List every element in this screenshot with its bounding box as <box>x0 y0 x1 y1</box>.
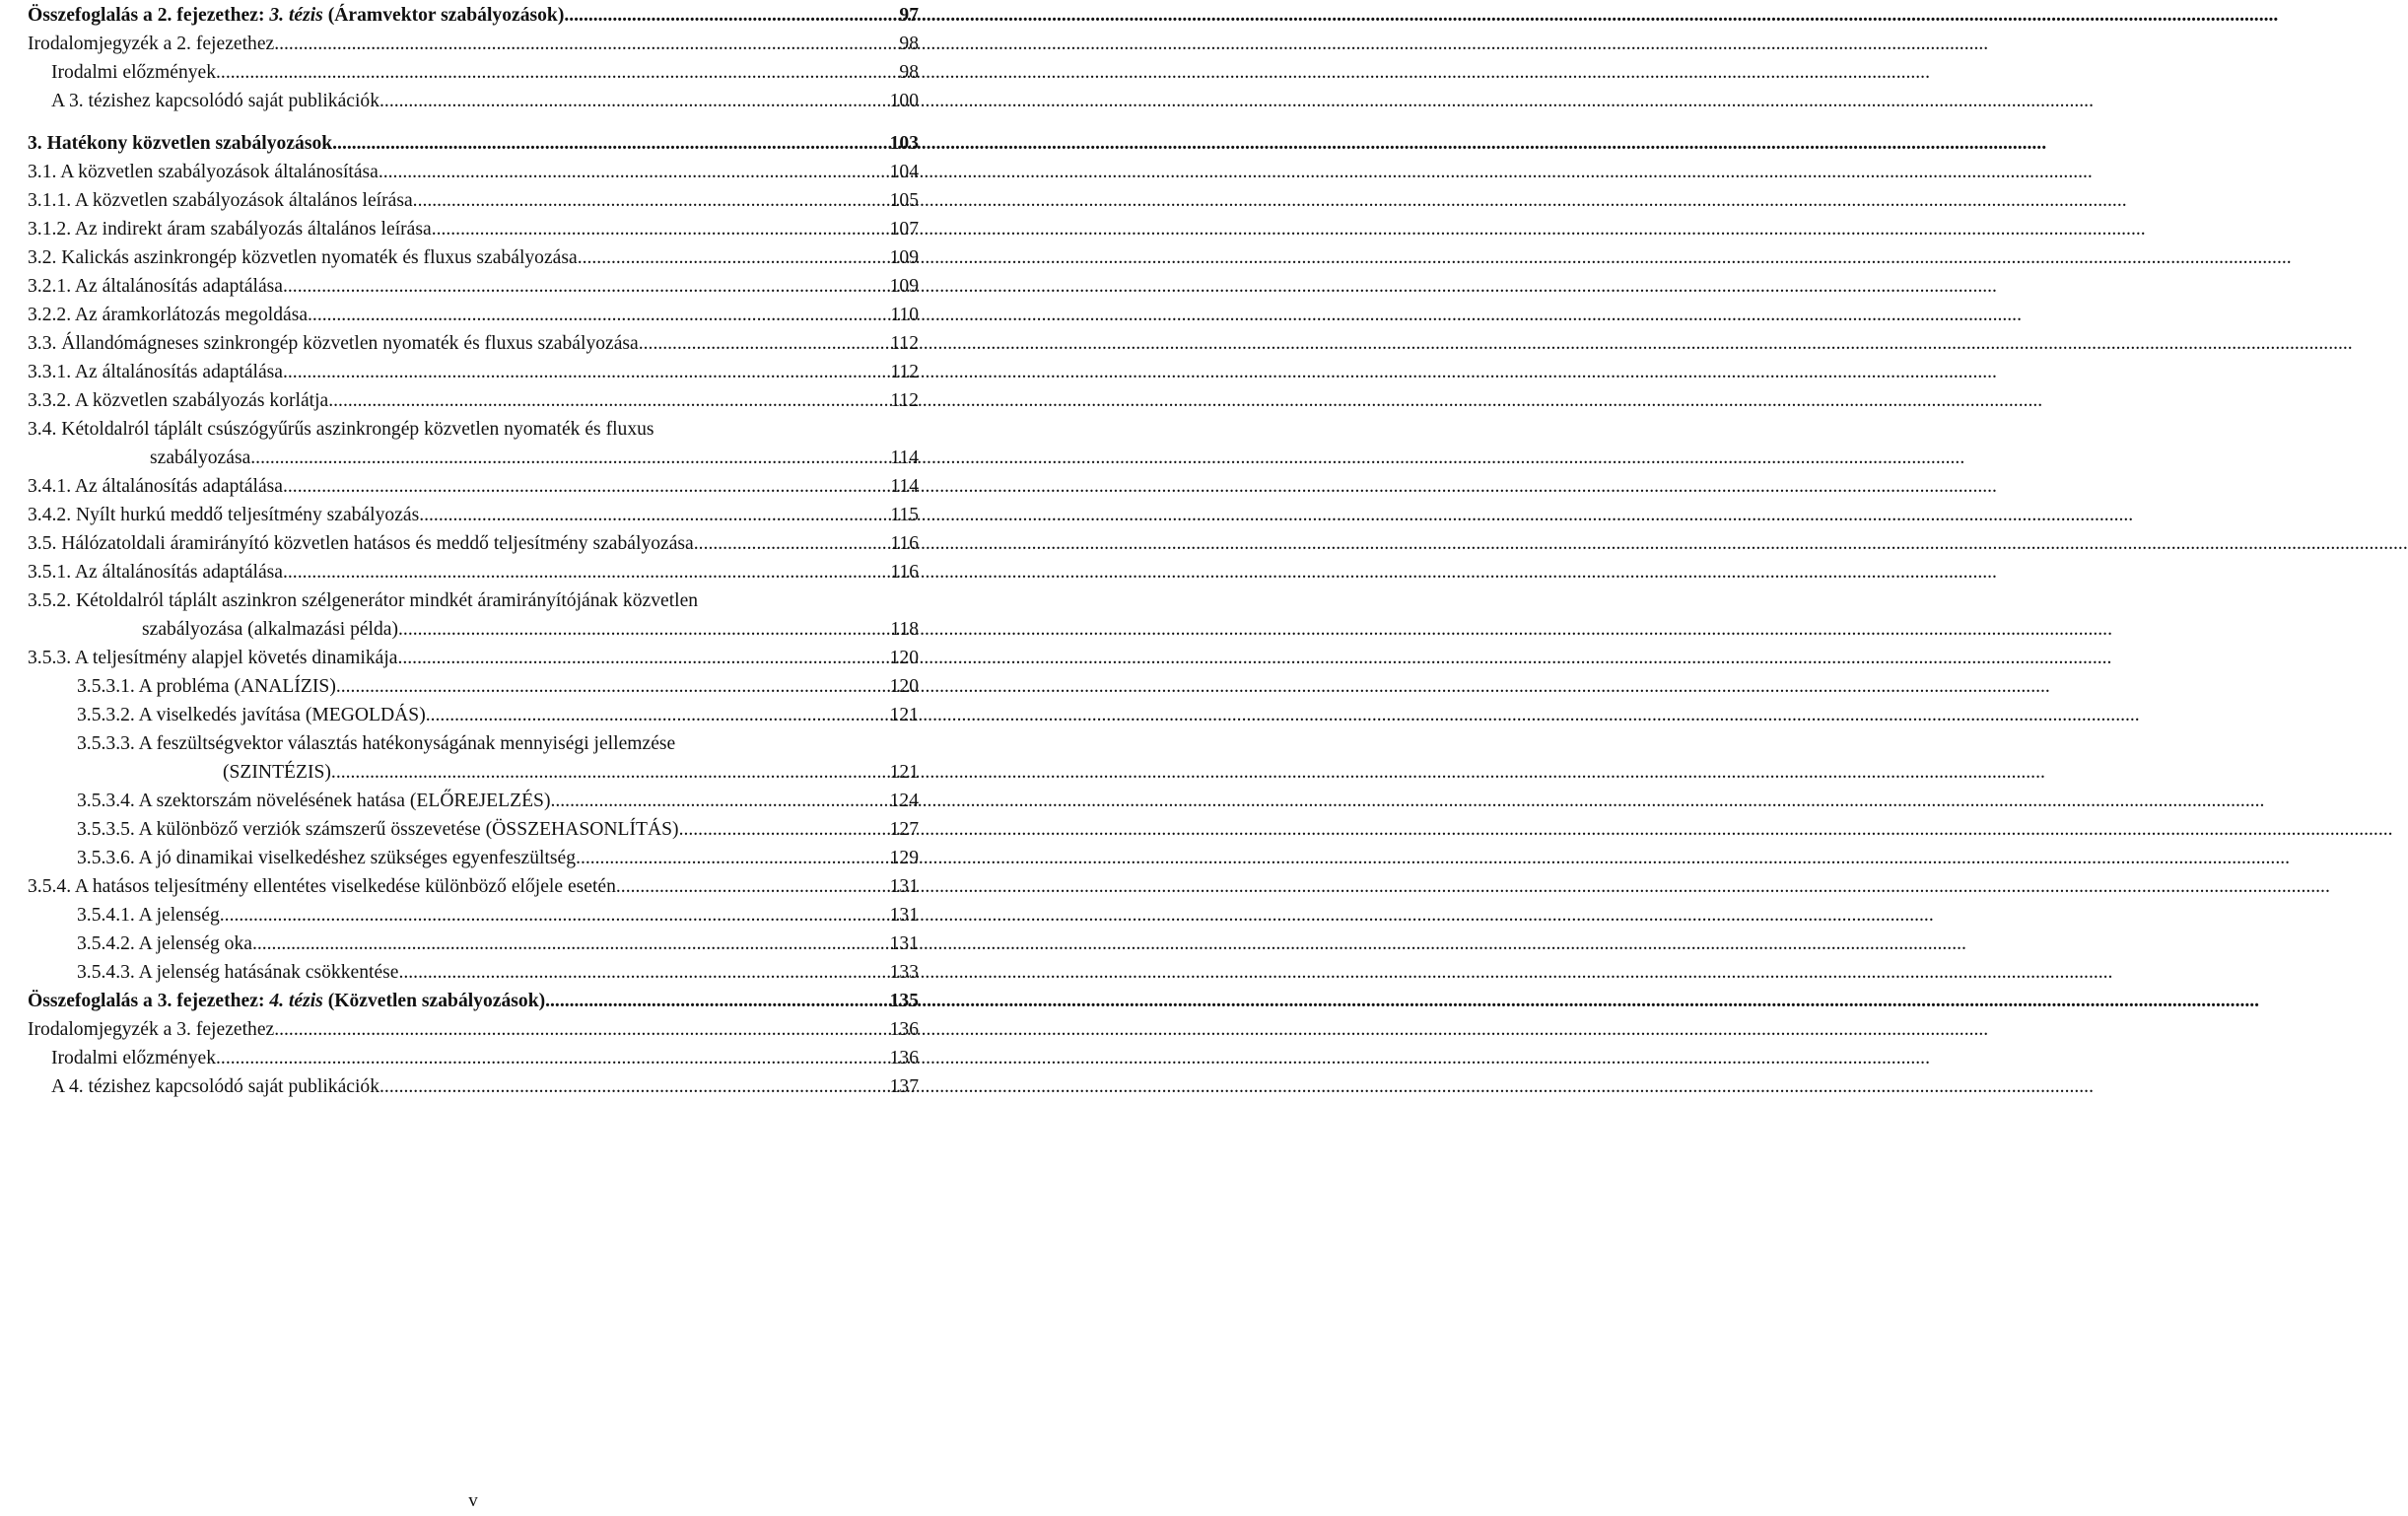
toc-entry-title: 3.5.3.6. A jó dinamikai viselkedéshez szükséges egyenfeszültség <box>77 848 577 868</box>
toc-page-number: 110 <box>890 305 919 325</box>
toc-entry[interactable] <box>51 1072 919 1101</box>
toc-entry-title: 3.5.3.1. A probléma (ANALÍZIS) <box>77 676 336 697</box>
dot-leader <box>426 701 889 729</box>
dot-leader <box>220 901 889 930</box>
toc-entry[interactable] <box>28 386 919 415</box>
dot-leader <box>397 644 888 672</box>
dot-leader <box>379 1072 889 1101</box>
toc-page-number: 124 <box>889 791 919 811</box>
toc-entry[interactable] <box>28 243 919 272</box>
toc-page-number: 121 <box>889 705 919 725</box>
toc-entry[interactable] <box>77 701 919 729</box>
dot-leader <box>578 243 889 272</box>
toc-entry-title-line2: szabályozása (alkalmazási példa) <box>142 619 399 641</box>
dot-leader <box>419 501 889 529</box>
dot-leader <box>331 758 889 787</box>
toc-entry[interactable] <box>28 1015 919 1044</box>
dot-leader <box>252 930 889 958</box>
toc-page-number: 121 <box>889 762 919 784</box>
toc-entry-title-line2: (SZINTÉZIS) <box>223 762 331 784</box>
toc-entry-title: 3.5. Hálózatoldali áramirányító közvetlen hatásos és meddő teljesítmény szabályozása <box>28 533 694 554</box>
dot-leader <box>679 815 889 844</box>
toc-page-number: 131 <box>889 876 919 897</box>
dot-leader <box>413 186 889 215</box>
toc-entry-thesis: 3. tézis <box>269 5 323 26</box>
toc-entry-title: Irodalomjegyzék a 2. fejezethez <box>28 34 275 54</box>
toc-entry[interactable] <box>77 901 919 930</box>
dot-leader <box>564 1 898 30</box>
dot-leader <box>576 844 889 872</box>
toc-entry[interactable] <box>51 1044 919 1072</box>
dot-leader <box>274 30 898 58</box>
toc-entry[interactable] <box>28 987 919 1015</box>
dot-leader <box>398 615 889 644</box>
toc-page-number: 103 <box>889 133 919 154</box>
toc-entry[interactable] <box>77 930 919 958</box>
toc-entry[interactable] <box>28 301 919 329</box>
toc-page-number: 114 <box>890 476 919 497</box>
toc-entry-title-suffix: (Áramvektor szabályozások) <box>322 5 565 26</box>
toc-entry-title-line1: 3.5.3.3. A feszültségvektor választás hatékonyságának mennyiségi jellemzése <box>77 733 676 754</box>
dot-leader <box>216 1044 889 1072</box>
toc-entry[interactable] <box>28 558 919 586</box>
toc-entry-title: Irodalmi előzmények <box>51 62 217 83</box>
toc-entry-title <box>28 1 564 30</box>
toc-entry-title: 3.2.1. Az általánosítás adaptálása <box>28 276 283 297</box>
dot-leader <box>274 1015 888 1044</box>
dot-leader <box>550 787 888 815</box>
toc-entry-title: 3.5.3.4. A szektorszám növelésének hatása (ELŐREJELZÉS) <box>77 791 551 811</box>
toc-entry-title: 3.2. Kalickás aszinkrongép közvetlen nyomaték és fluxus szabályozása <box>28 247 578 268</box>
toc-entry-title: 3. Hatékony közvetlen szabályozások <box>28 133 333 154</box>
toc-entry-title-prefix: Összefoglalás a 2. fejezethez: <box>28 5 270 26</box>
toc-entry[interactable] <box>28 415 919 472</box>
dot-leader <box>283 358 889 386</box>
dot-leader <box>545 987 888 1015</box>
toc-entry[interactable] <box>51 58 919 87</box>
toc-page-number: 120 <box>889 648 919 668</box>
toc-entry-title: 3.5.4.3. A jelenség hatásának csökkentése <box>77 962 399 983</box>
toc-entry-title: A 4. tézishez kapcsolódó saját publikációk <box>51 1076 380 1097</box>
toc-entry-thesis: 4. tézis <box>269 991 323 1011</box>
dot-leader <box>694 529 890 558</box>
toc-page-number: 107 <box>889 219 919 240</box>
toc-page-number: 97 <box>899 5 919 26</box>
toc-page-number: 133 <box>889 962 919 983</box>
dot-leader <box>639 329 890 358</box>
toc-entry-title: 3.1.1. A közvetlen szabályozások általános leírása <box>28 190 413 211</box>
toc-entry-title-line1: 3.5.2. Kétoldalról táplált aszinkron szélgenerátor mindkét áramirányítójának közvetlen <box>28 590 699 611</box>
dot-leader <box>378 158 889 186</box>
toc-page-number: 116 <box>890 562 919 583</box>
toc-page-number: 136 <box>889 1019 919 1040</box>
toc-page-number: 131 <box>889 905 919 926</box>
toc-page-number: 112 <box>890 390 919 411</box>
toc-page-number: 109 <box>889 247 919 268</box>
toc-entry-title: A 3. tézishez kapcsolódó saját publikációk <box>51 91 380 111</box>
toc-entry-title-suffix: (Közvetlen szabályozások) <box>322 991 546 1011</box>
toc-entry[interactable] <box>77 787 919 815</box>
toc-page-number: 127 <box>889 819 919 840</box>
toc-entry-title: 3.5.3. A teljesítmény alapjel követés dinamikája <box>28 648 398 668</box>
dot-leader <box>398 958 888 987</box>
toc-page-number: 112 <box>890 362 919 382</box>
dot-leader <box>332 129 888 158</box>
toc-entry-title-line1: 3.4. Kétoldalról táplált csúszógyűrűs aszinkrongép közvetlen nyomaték és fluxus <box>28 419 654 440</box>
toc-entry[interactable] <box>28 872 919 901</box>
toc-page-number: 118 <box>890 619 919 641</box>
dot-leader <box>328 386 889 415</box>
toc-entry-title: 3.1. A közvetlen szabályozások általánosítása <box>28 162 378 182</box>
toc-entry-title: 3.5.4.2. A jelenség oka <box>77 933 252 954</box>
toc-entry[interactable] <box>28 158 919 186</box>
toc-entry-title: 3.3.2. A közvetlen szabályozás korlátja <box>28 390 329 411</box>
toc-entry[interactable] <box>28 1 919 30</box>
dot-leader <box>336 672 889 701</box>
toc-entry[interactable] <box>28 529 919 558</box>
toc-entry[interactable] <box>77 958 919 987</box>
toc-page-number: 114 <box>890 448 919 469</box>
page-number: v <box>468 1490 478 1511</box>
toc-entry-title: 3.5.3.5. A különböző verziók számszerű összevetése (ÖSSZEHASONLÍTÁS) <box>77 819 679 840</box>
toc-entry-title: 3.1.2. Az indirekt áram szabályozás általános leírása <box>28 219 432 240</box>
toc-entry[interactable] <box>28 30 919 58</box>
toc-entry-title: 3.4.2. Nyílt hurkú meddő teljesítmény szabályozás <box>28 505 420 525</box>
toc-page-number: 109 <box>889 276 919 297</box>
toc-entry-title: 3.3. Állandómágneses szinkrongép közvetlen nyomaték és fluxus szabályozása <box>28 333 639 354</box>
dot-leader <box>283 558 889 586</box>
toc-page-number: 112 <box>890 333 919 354</box>
toc-entry-title-prefix: Összefoglalás a 3. fejezethez: <box>28 991 270 1011</box>
toc-page-number: 100 <box>889 91 919 111</box>
toc-entry-title: 3.5.4.1. A jelenség <box>77 905 220 926</box>
toc-entry-title: Irodalmi előzmények <box>51 1048 217 1068</box>
toc-entry[interactable] <box>28 472 919 501</box>
toc-page-number: 120 <box>889 676 919 697</box>
toc-entry-title: 3.5.3.2. A viselkedés javítása (MEGOLDÁS) <box>77 705 426 725</box>
toc-page-number: 135 <box>889 991 919 1011</box>
toc-entry[interactable] <box>77 729 919 787</box>
toc-entry[interactable] <box>28 272 919 301</box>
toc-entry[interactable] <box>51 87 919 115</box>
toc-entry[interactable] <box>28 129 919 158</box>
toc-page-number: 116 <box>890 533 919 554</box>
dot-leader <box>379 87 889 115</box>
dot-leader <box>250 444 889 472</box>
toc-page-number: 105 <box>889 190 919 211</box>
toc-entry[interactable] <box>28 358 919 386</box>
toc-entry-title: 3.3.1. Az általánosítás adaptálása <box>28 362 283 382</box>
toc-page-number: 137 <box>889 1076 919 1097</box>
toc-entry-title: Irodalomjegyzék a 3. fejezethez <box>28 1019 275 1040</box>
dot-leader <box>432 215 889 243</box>
toc-page-number: 98 <box>899 34 919 54</box>
toc-page-number: 129 <box>889 848 919 868</box>
dot-leader <box>216 58 898 87</box>
toc-entry[interactable] <box>28 586 919 644</box>
toc-page-number: 98 <box>899 62 919 83</box>
toc-entry[interactable] <box>77 815 919 844</box>
dot-leader <box>616 872 889 901</box>
toc-page-number: 115 <box>890 505 919 525</box>
document-page <box>0 0 946 1516</box>
toc-page-number: 131 <box>889 933 919 954</box>
toc-page-number: 104 <box>889 162 919 182</box>
dot-leader <box>283 272 889 301</box>
toc-entry[interactable] <box>77 672 919 701</box>
toc-entry-title-line2: szabályozása <box>150 448 251 469</box>
toc-entry[interactable] <box>28 501 919 529</box>
toc-entry[interactable] <box>77 844 919 872</box>
toc-entry-title: 3.5.1. Az általánosítás adaptálása <box>28 562 283 583</box>
toc-entry[interactable] <box>28 644 919 672</box>
toc-entry[interactable] <box>28 329 919 358</box>
toc-entry-title: 3.5.4. A hatásos teljesítmény ellentétes viselkedése különböző előjele esetén <box>28 876 616 897</box>
toc-entry-title: 3.4.1. Az általánosítás adaptálása <box>28 476 283 497</box>
dot-leader <box>308 301 889 329</box>
toc-entry-title: 3.2.2. Az áramkorlátozás megoldása <box>28 305 309 325</box>
dot-leader <box>283 472 889 501</box>
toc-page-number: 136 <box>889 1048 919 1068</box>
toc-entry[interactable] <box>28 215 919 243</box>
toc-entry-title <box>28 987 545 1015</box>
toc-entry[interactable] <box>28 186 919 215</box>
